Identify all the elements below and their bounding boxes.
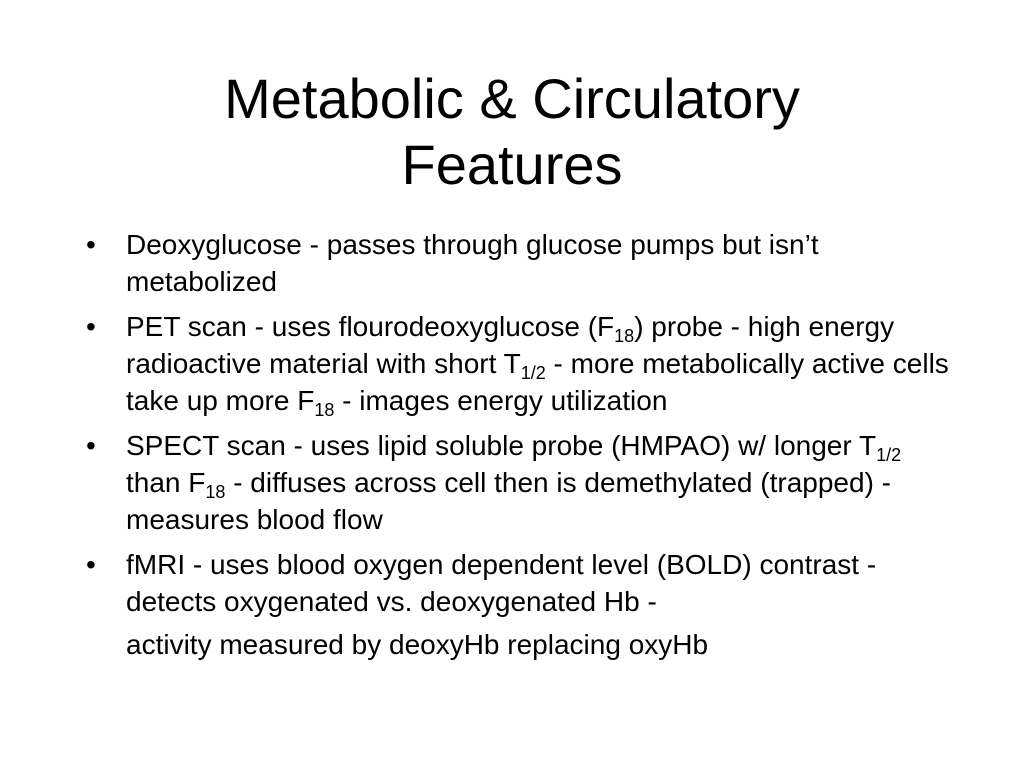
subscript: 18 [614,326,635,346]
bullet-item-spect-scan [86,427,956,538]
bullet-text: - diffuses across cell then is demethylated (trapped) - measures blood flow [126,467,891,535]
bullet-marker: • [86,549,96,580]
slide-title [100,66,924,198]
bullet-item-fmri [86,546,956,663]
bullet-marker: • [86,311,96,342]
subscript: 1/2 [876,445,902,465]
bullet-text: Deoxyglucose - passes through glucose pumps but isn’t metabolized [126,229,819,297]
bullet-text: SPECT scan - uses lipid soluble probe (HMPAO) w/ longer T [126,430,877,461]
bullet-marker: • [86,430,96,461]
bullet-text: PET scan - uses flourodeoxyglucose (F [126,311,615,342]
subscript: 18 [314,400,335,420]
bullet-text: than F [126,467,206,498]
bullet-text: fMRI - uses blood oxygen dependent level (BOLD) contrast - detects oxygenated vs. deoxygenated Hb - [126,549,877,617]
slide-title-line-2: Features [401,133,623,196]
bullet-text: - images energy utilization [334,385,668,416]
bullet-text: ) probe - high energy radioactive material with short T [126,311,895,379]
subscript: 18 [205,482,226,502]
bullet-list [86,226,956,671]
subscript: 1/2 [520,363,546,383]
bullet-item-deoxyglucose [86,226,956,300]
bullet-text: - more metabolically active cells take up more F [126,348,949,416]
bullet-marker: • [86,229,96,260]
slide-title-line-1: Metabolic & Circulatory [224,67,800,130]
bullet-item-pet-scan [86,308,956,419]
bullet-text-continuation: activity measured by deoxyHb replacing oxyHb [126,629,709,660]
